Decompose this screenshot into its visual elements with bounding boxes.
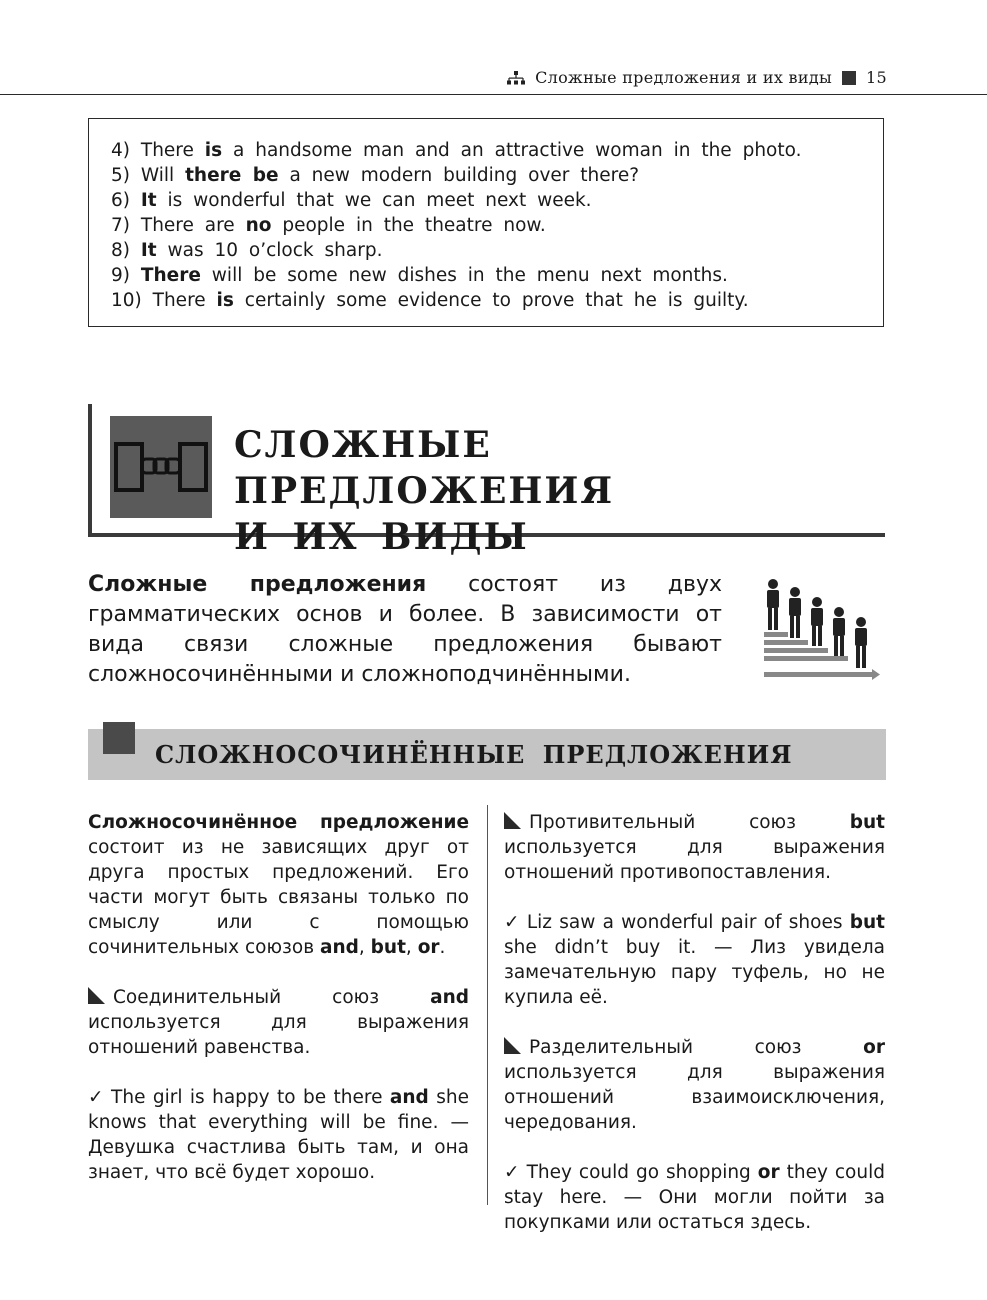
chapter-icon-box: [110, 416, 212, 518]
example-but: [504, 910, 885, 1010]
exercise-line: [111, 138, 883, 163]
section-title: СЛОЖНОСОЧИНЁННЫЕ ПРЕДЛОЖЕНИЯ: [155, 740, 793, 769]
checkmark-icon: ✓: [504, 1162, 521, 1183]
exercise-number: 4): [111, 140, 130, 161]
exercise-line: [111, 263, 883, 288]
exercise-text: will be some new dishes in the menu next months.: [211, 265, 728, 286]
chapter-title-line1: СЛОЖНЫЕ ПРЕДЛОЖЕНИЯ: [234, 424, 615, 512]
rule-or: [504, 1035, 885, 1135]
conj-or: or: [417, 937, 440, 958]
running-header-title: Сложные предложения и их виды: [535, 68, 833, 87]
example-text: she didn’t buy it. — Лиз увидела замечательную пару туфель, но не купила её.: [504, 937, 885, 1008]
exercise-number: 8): [111, 240, 130, 261]
rule-text: Разделительный союз: [529, 1037, 864, 1058]
exercise-keyword: there be: [185, 165, 279, 186]
right-column: [504, 810, 885, 1260]
exercise-number: 9): [111, 265, 130, 286]
rule-text: используется для выражения отношений взаимоисключения, чередования.: [504, 1062, 885, 1133]
triangle-bullet-icon: [504, 1037, 521, 1054]
intro-term: Сложные предложения: [88, 572, 427, 597]
page-number: 15: [866, 68, 887, 87]
rule-text: Соединительный союз: [113, 987, 431, 1008]
chapter-title-line2: И ИХ ВИДЫ: [234, 516, 529, 558]
separator: ,: [405, 937, 418, 958]
exercise-keyword: is: [204, 140, 223, 161]
exercise-line: [111, 163, 883, 188]
exercise-text: is wonderful that we can meet next week.: [167, 190, 592, 211]
exercise-line: [111, 288, 883, 313]
example-text: They could go shopping: [526, 1162, 758, 1183]
exercise-text: There: [152, 290, 206, 311]
section-square-icon: [103, 722, 135, 754]
example-conj: but: [849, 912, 885, 933]
rule-conj: and: [430, 987, 469, 1008]
example-text: Liz saw a wonderful pair of shoes: [526, 912, 850, 933]
period: .: [439, 937, 446, 958]
exercise-text: a new modern building over there?: [289, 165, 640, 186]
exercise-keyword: no: [245, 215, 272, 236]
exercise-text: certainly some evidence to prove that he is guilty.: [244, 290, 749, 311]
exercise-line: [111, 238, 883, 263]
exercise-line: [111, 188, 883, 213]
column-divider: [487, 805, 488, 1205]
checkmark-icon: ✓: [88, 1087, 106, 1108]
exercise-number: 6): [111, 190, 130, 211]
example-text: The girl is happy to be there: [111, 1087, 390, 1108]
exercise-keyword: There: [140, 265, 201, 286]
rule-text: используется для выражения отношений равенства.: [88, 1012, 469, 1058]
exercise-keyword: It: [140, 190, 157, 211]
example-text: she knows that everything will be fine. — Девушка счастлива быть там, и она знает, что всё будет хорошо.: [88, 1087, 469, 1183]
rule-text: Противительный союз: [529, 812, 850, 833]
chapter-heading: [88, 404, 885, 558]
triangle-bullet-icon: [88, 987, 105, 1004]
left-column: [88, 810, 469, 1210]
people-steps-icon: [758, 576, 882, 684]
separator: ,: [358, 937, 371, 958]
exercise-text: Will: [140, 165, 175, 186]
exercise-number: 10): [111, 290, 142, 311]
exercise-text: There are: [140, 215, 235, 236]
exercise-keyword: is: [216, 290, 234, 311]
checkmark-icon: ✓: [504, 912, 521, 933]
exercise-text: was 10 o’clock sharp.: [167, 240, 383, 261]
chain-link-icon: [110, 416, 212, 518]
rule-text: используется для выражения отношений противопоставления.: [504, 837, 885, 883]
intro-text: состоят из двух грамматических основ и более. В зависимости от вида связи сложные предложения бывают сложносочинёнными и сложноподчинёнными.: [88, 572, 723, 687]
exercise-text: There: [140, 140, 194, 161]
exercise-answers-box: [88, 118, 884, 327]
example-conj: or: [757, 1162, 780, 1183]
rule-but: [504, 810, 885, 885]
example-conj: and: [389, 1087, 429, 1108]
definition-text: состоит из не зависящих друг от друга простых предложений. Его части могут быть связаны только по смыслу или с помощью сочинительных союзов: [88, 837, 469, 958]
square-separator-icon: [842, 71, 856, 85]
example-text: they could stay here. — Они могли пойти за покупками или остаться здесь.: [504, 1162, 885, 1233]
running-header: [0, 64, 987, 95]
rule-and: [88, 985, 469, 1060]
exercise-number: 5): [111, 165, 130, 186]
intro-paragraph: [88, 570, 722, 690]
example-and: [88, 1085, 469, 1185]
exercise-number: 7): [111, 215, 130, 236]
definition-term: Сложносочинённое предложение: [88, 812, 469, 833]
example-or: [504, 1160, 885, 1235]
hierarchy-icon: [507, 71, 525, 85]
triangle-bullet-icon: [504, 812, 521, 829]
exercise-line: [111, 213, 883, 238]
rule-conj: but: [849, 812, 885, 833]
chapter-title: [234, 422, 885, 560]
conj-and: and: [319, 937, 359, 958]
exercise-text: people in the theatre now.: [282, 215, 546, 236]
exercise-text: a handsome man and an attractive woman in the photo.: [233, 140, 802, 161]
rule-conj: or: [863, 1037, 885, 1058]
running-header-inner: [507, 68, 887, 87]
definition-paragraph: [88, 810, 469, 960]
exercise-keyword: It: [140, 240, 157, 261]
conj-but: but: [370, 937, 406, 958]
